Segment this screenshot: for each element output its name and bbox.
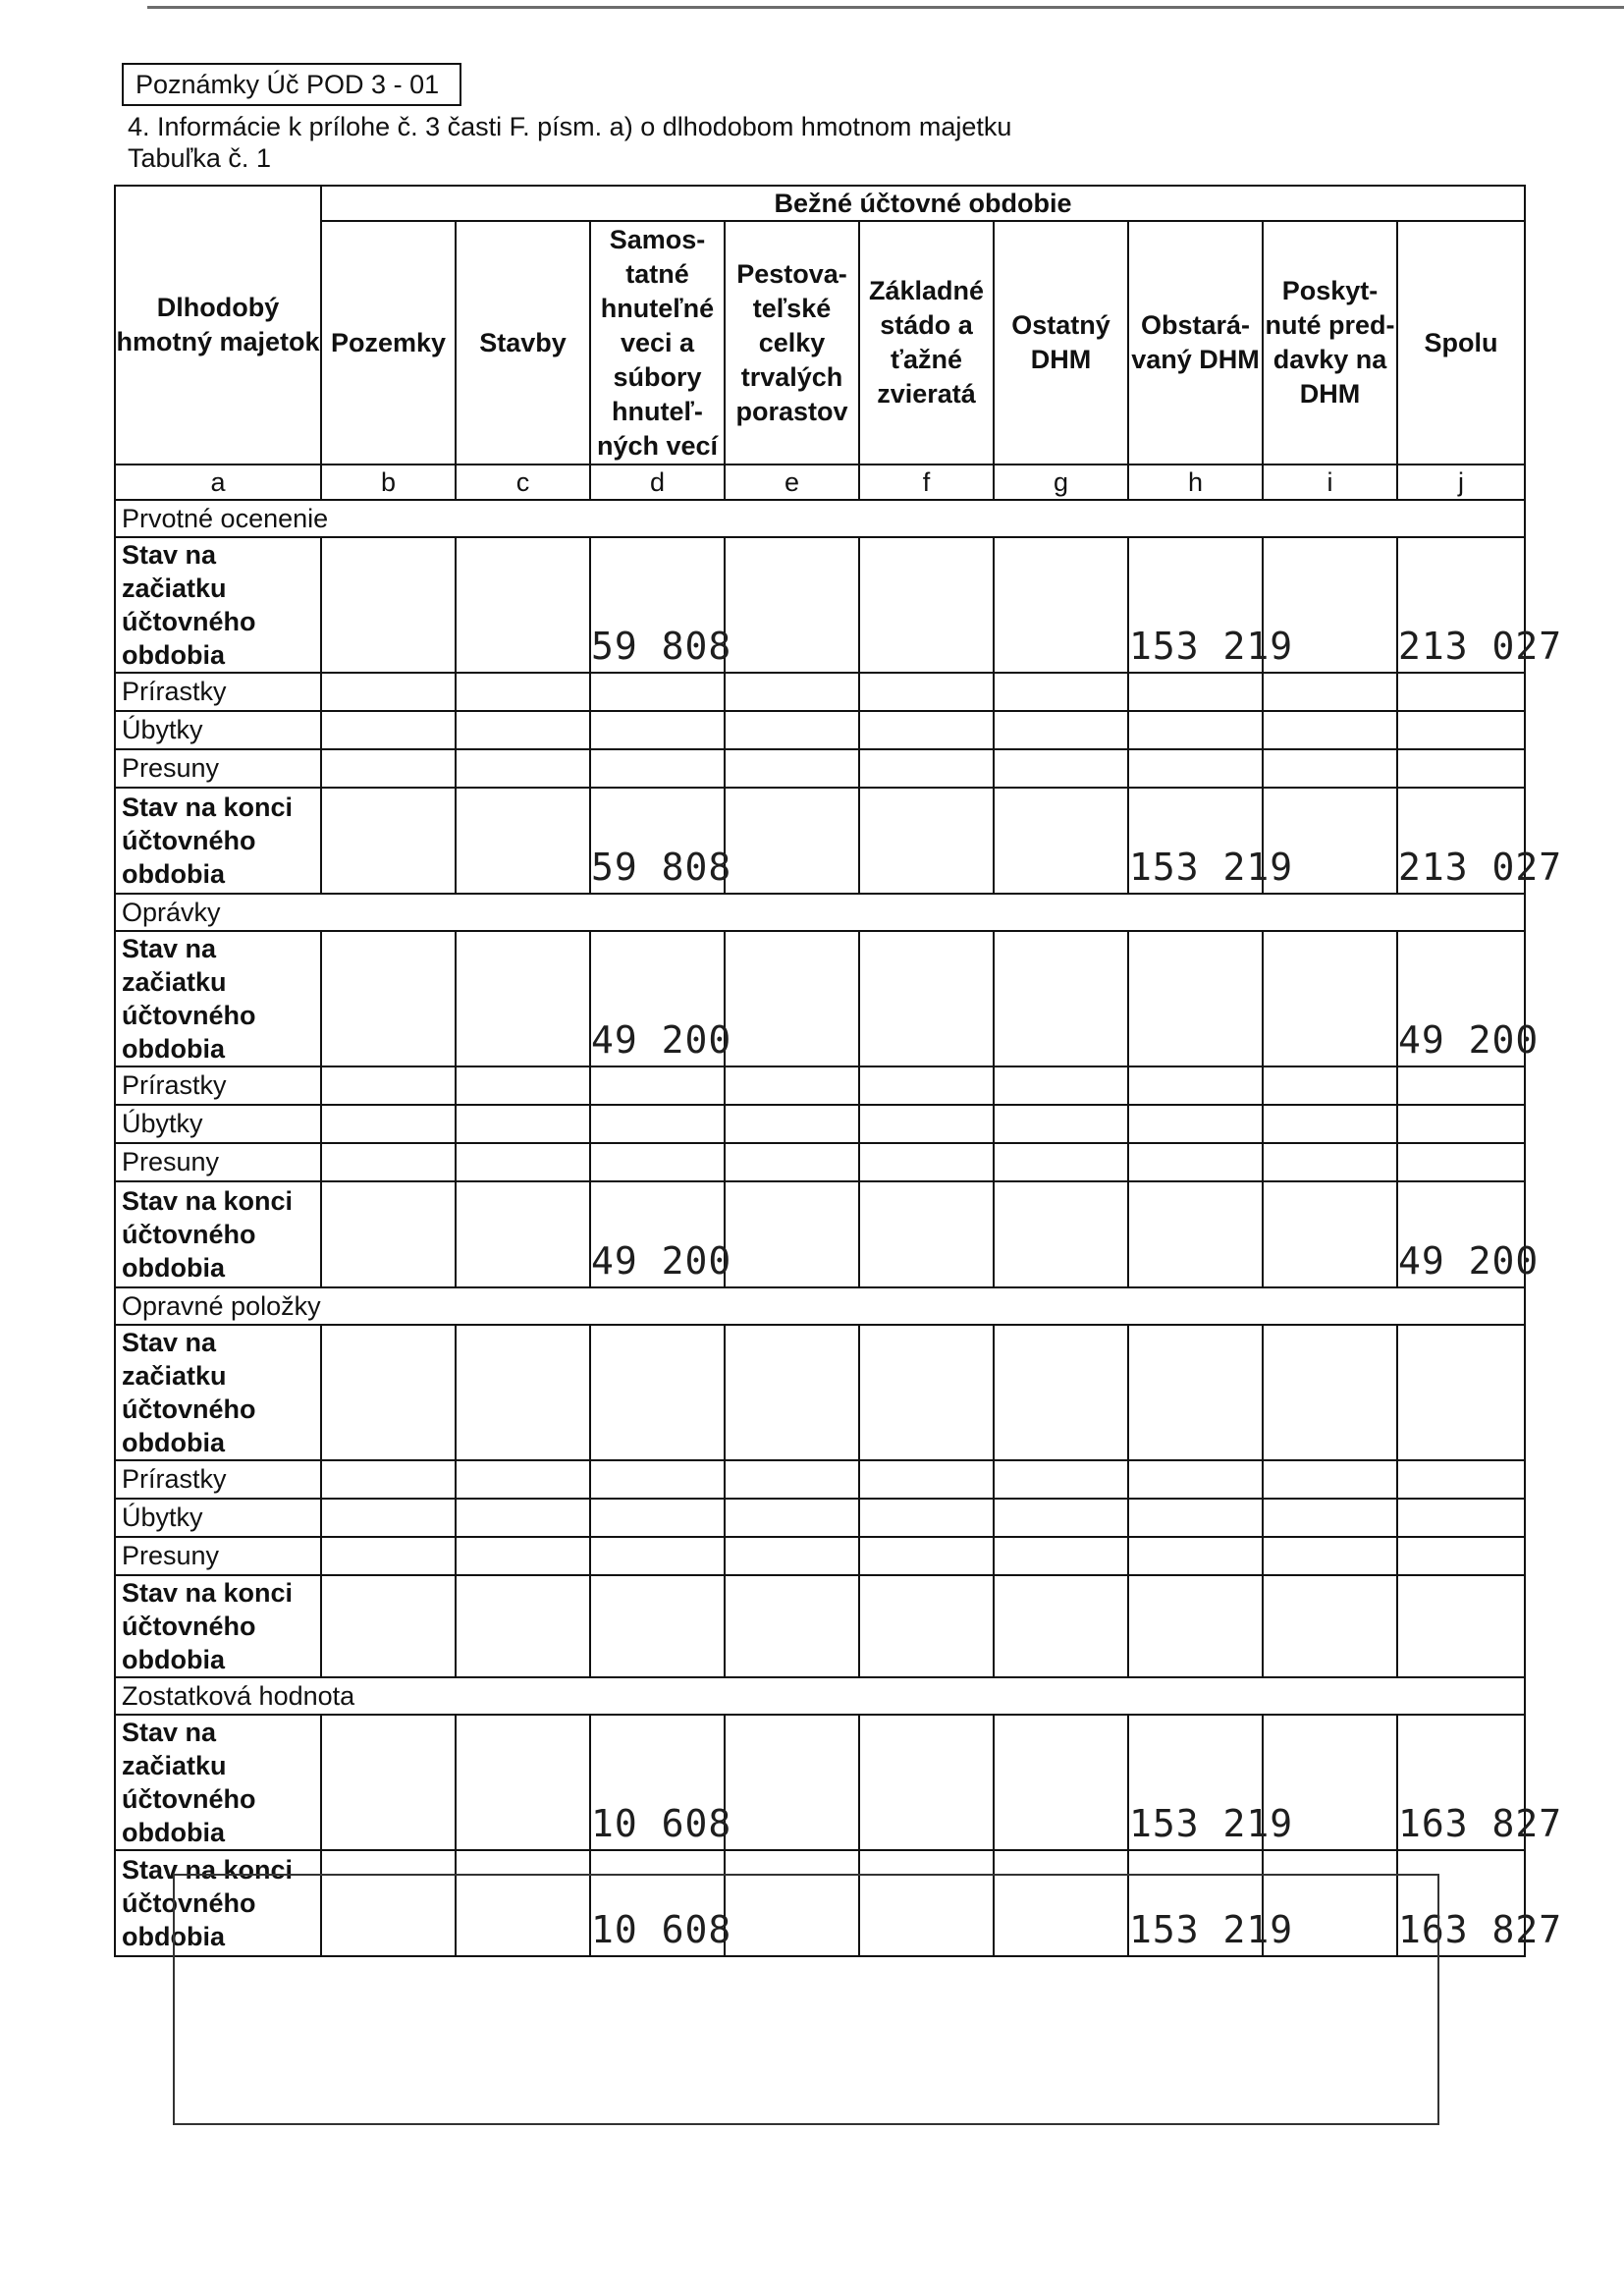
cell-c [456, 711, 590, 749]
intro-heading: 4. Informácie k prílohe č. 3 časti F. písm. a) o dlhodobom hmotnom majetku [128, 112, 1012, 141]
letter-c: c [456, 465, 590, 500]
letter-g: g [994, 465, 1128, 500]
letter-b: b [321, 465, 456, 500]
cell-g [994, 1715, 1128, 1850]
cell-i [1263, 711, 1397, 749]
cell-c [456, 1325, 590, 1460]
letter-h: h [1128, 465, 1263, 500]
cell-h [1128, 1181, 1263, 1287]
row-label-transfers: Presuny [115, 749, 321, 788]
cell-f [859, 1325, 994, 1460]
letter-a: a [115, 465, 321, 500]
row-label-start: Stav na začiatku účtovného obdobia [115, 931, 321, 1066]
cell-j [1397, 711, 1525, 749]
cell-g [994, 1143, 1128, 1181]
row-label-start: Stav na začiatku účtovného obdobia [115, 1325, 321, 1460]
cell-i [1263, 1325, 1397, 1460]
cell-d [590, 673, 725, 711]
header-col-b: Pozemky [321, 221, 456, 465]
letter-j: j [1397, 465, 1525, 500]
cell-d [590, 1325, 725, 1460]
cell-d [590, 1575, 725, 1677]
table-row [115, 673, 1525, 711]
row-label-end: Stav na konci účtovného obdobia [115, 788, 321, 894]
cell-g [994, 1325, 1128, 1460]
letter-d: d [590, 465, 725, 500]
value-h: 153 219 [1128, 788, 1263, 894]
cell-c [456, 537, 590, 673]
cell-h [1128, 749, 1263, 788]
value-d: 49 200 [590, 931, 725, 1066]
form-code-box: Poznámky Úč POD 3 - 01 [122, 63, 461, 106]
cell-e [725, 1575, 859, 1677]
cell-f [859, 931, 994, 1066]
cell-h [1128, 1105, 1263, 1143]
cell-f [859, 1715, 994, 1850]
value-d: 59 808 [590, 788, 725, 894]
row-label-start: Stav na začiatku účtovného obdobia [115, 1715, 321, 1850]
row-label-additions: Prírastky [115, 1460, 321, 1499]
table-row [115, 931, 1525, 1066]
header-current-period: Bežné účtovné obdobie [321, 186, 1525, 221]
row-label-additions: Prírastky [115, 673, 321, 711]
cell-d [590, 749, 725, 788]
cell-i [1263, 931, 1397, 1066]
cell-c [456, 1499, 590, 1537]
value-h: 153 219 [1128, 1715, 1263, 1850]
cell-g [994, 673, 1128, 711]
cell-e [725, 1181, 859, 1287]
header-col-c: Stavby [456, 221, 590, 465]
value-j: 163 827 [1397, 1715, 1525, 1850]
cell-e [725, 1715, 859, 1850]
cell-c [456, 1575, 590, 1677]
cell-h [1128, 1143, 1263, 1181]
cell-h [1128, 673, 1263, 711]
table-row [115, 1499, 1525, 1537]
cell-e [725, 749, 859, 788]
cell-g [994, 1181, 1128, 1287]
cell-h [1128, 931, 1263, 1066]
cell-f [859, 711, 994, 749]
cell-e [725, 1105, 859, 1143]
table-row [115, 1105, 1525, 1143]
cell-c [456, 1105, 590, 1143]
header-col-d: Samos-tatné hnuteľné veci a súbory hnuteľ-ných vecí [590, 221, 725, 465]
cell-h [1128, 1499, 1263, 1537]
cell-f [859, 1537, 994, 1575]
cell-f [859, 788, 994, 894]
cell-e [725, 1499, 859, 1537]
table-row [115, 1066, 1525, 1105]
cell-b [321, 1066, 456, 1105]
cell-g [994, 749, 1128, 788]
table-row [115, 537, 1525, 673]
value-j: 49 200 [1397, 931, 1525, 1066]
cell-g [994, 1460, 1128, 1499]
section-allowances: Opravné položky [115, 1287, 1525, 1325]
value-j: 213 027 [1397, 537, 1525, 673]
cell-d [590, 1105, 725, 1143]
cell-b [321, 931, 456, 1066]
cell-j [1397, 1143, 1525, 1181]
cell-f [859, 1066, 994, 1105]
cell-b [321, 1181, 456, 1287]
cell-h [1128, 711, 1263, 749]
cell-g [994, 1105, 1128, 1143]
cell-h [1128, 1325, 1263, 1460]
fixed-assets-table [114, 185, 1563, 1957]
cell-g [994, 1537, 1128, 1575]
cell-c [456, 1181, 590, 1287]
cell-j [1397, 1575, 1525, 1677]
cell-e [725, 1143, 859, 1181]
cell-g [994, 931, 1128, 1066]
notes-box [173, 1874, 1439, 2125]
row-label-disposals: Úbytky [115, 711, 321, 749]
row-label-end: Stav na konci účtovného obdobia [115, 1575, 321, 1677]
letter-i: i [1263, 465, 1397, 500]
cell-i [1263, 1499, 1397, 1537]
cell-g [994, 537, 1128, 673]
cell-j [1397, 749, 1525, 788]
cell-d [590, 711, 725, 749]
cell-j [1397, 1499, 1525, 1537]
header-col-h: Obstará-vaný DHM [1128, 221, 1263, 465]
cell-b [321, 1715, 456, 1850]
cell-b [321, 711, 456, 749]
value-h: 153 219 [1128, 1850, 1263, 1956]
value-j: 213 027 [1397, 788, 1525, 894]
header-col-i: Poskyt-nuté pred-davky na DHM [1263, 221, 1397, 465]
cell-c [456, 1715, 590, 1850]
value-d: 10 608 [590, 1715, 725, 1850]
cell-f [859, 749, 994, 788]
cell-i [1263, 673, 1397, 711]
section-residual-value: Zostatková hodnota [115, 1677, 1525, 1715]
cell-f [859, 1499, 994, 1537]
value-d: 49 200 [590, 1181, 725, 1287]
cell-e [725, 537, 859, 673]
cell-g [994, 1066, 1128, 1105]
header-col-e: Pestova-teľské celky trvalých porastov [725, 221, 859, 465]
cell-f [859, 1575, 994, 1677]
cell-b [321, 1143, 456, 1181]
table-row [115, 1575, 1525, 1677]
cell-d [590, 1066, 725, 1105]
row-label-disposals: Úbytky [115, 1105, 321, 1143]
table-row [115, 1181, 1525, 1287]
table-row [115, 711, 1525, 749]
value-j: 163 827 [1397, 1850, 1525, 1956]
cell-b [321, 1537, 456, 1575]
cell-h [1128, 1575, 1263, 1677]
cell-i [1263, 1181, 1397, 1287]
cell-d [590, 1499, 725, 1537]
cell-j [1397, 1105, 1525, 1143]
cell-i [1263, 1460, 1397, 1499]
cell-h [1128, 1537, 1263, 1575]
cell-b [321, 673, 456, 711]
cell-b [321, 1105, 456, 1143]
cell-b [321, 1325, 456, 1460]
cell-d [590, 1460, 725, 1499]
cell-i [1263, 1537, 1397, 1575]
cell-g [994, 711, 1128, 749]
cell-i [1263, 1143, 1397, 1181]
cell-g [994, 1499, 1128, 1537]
row-label-additions: Prírastky [115, 1066, 321, 1105]
row-label-end: Stav na konci účtovného obdobia [115, 1850, 321, 1956]
table-row [115, 788, 1525, 894]
cell-h [1128, 1460, 1263, 1499]
cell-c [456, 931, 590, 1066]
cell-g [994, 1575, 1128, 1677]
cell-g [994, 788, 1128, 894]
cell-b [321, 537, 456, 673]
top-edge-line [147, 6, 1624, 9]
cell-j [1397, 673, 1525, 711]
row-label-transfers: Presuny [115, 1537, 321, 1575]
cell-b [321, 1575, 456, 1677]
letter-f: f [859, 465, 994, 500]
cell-c [456, 749, 590, 788]
cell-d [590, 1143, 725, 1181]
value-d: 10 608 [590, 1850, 725, 1956]
cell-d [590, 1537, 725, 1575]
cell-e [725, 1537, 859, 1575]
header-col-f: Základné stádo a ťažné zvieratá [859, 221, 994, 465]
header-col-g: Ostatný DHM [994, 221, 1128, 465]
cell-e [725, 673, 859, 711]
cell-f [859, 1460, 994, 1499]
cell-e [725, 1325, 859, 1460]
header-asset-type: Dlhodobý hmotný majetok [115, 186, 321, 465]
cell-j [1397, 1066, 1525, 1105]
cell-c [456, 1066, 590, 1105]
cell-c [456, 788, 590, 894]
table-row [115, 1715, 1525, 1850]
table-row [115, 1460, 1525, 1499]
cell-b [321, 1499, 456, 1537]
value-d: 59 808 [590, 537, 725, 673]
row-label-disposals: Úbytky [115, 1499, 321, 1537]
cell-e [725, 931, 859, 1066]
cell-j [1397, 1460, 1525, 1499]
cell-f [859, 1105, 994, 1143]
table-row [115, 1537, 1525, 1575]
cell-i [1263, 1066, 1397, 1105]
cell-c [456, 1537, 590, 1575]
header-col-j: Spolu [1397, 221, 1525, 465]
table-row [115, 1325, 1525, 1460]
letter-e: e [725, 465, 859, 500]
table-row [115, 1143, 1525, 1181]
section-depreciation: Oprávky [115, 894, 1525, 931]
row-label-transfers: Presuny [115, 1143, 321, 1181]
cell-c [456, 1460, 590, 1499]
cell-b [321, 788, 456, 894]
row-label-start: Stav na začiatku účtovného obdobia [115, 537, 321, 673]
cell-i [1263, 749, 1397, 788]
cell-b [321, 749, 456, 788]
cell-b [321, 1460, 456, 1499]
cell-j [1397, 1325, 1525, 1460]
section-initial-valuation: Prvotné ocenenie [115, 500, 1525, 537]
cell-e [725, 1066, 859, 1105]
value-j: 49 200 [1397, 1181, 1525, 1287]
cell-c [456, 1143, 590, 1181]
table-row [115, 749, 1525, 788]
cell-i [1263, 1575, 1397, 1677]
cell-f [859, 1143, 994, 1181]
cell-j [1397, 1537, 1525, 1575]
cell-f [859, 1181, 994, 1287]
value-h: 153 219 [1128, 537, 1263, 673]
row-label-end: Stav na konci účtovného obdobia [115, 1181, 321, 1287]
cell-e [725, 788, 859, 894]
cell-c [456, 673, 590, 711]
cell-h [1128, 1066, 1263, 1105]
table-number: Tabuľka č. 1 [128, 143, 271, 173]
cell-e [725, 1460, 859, 1499]
cell-f [859, 673, 994, 711]
cell-f [859, 537, 994, 673]
cell-e [725, 711, 859, 749]
cell-i [1263, 1105, 1397, 1143]
